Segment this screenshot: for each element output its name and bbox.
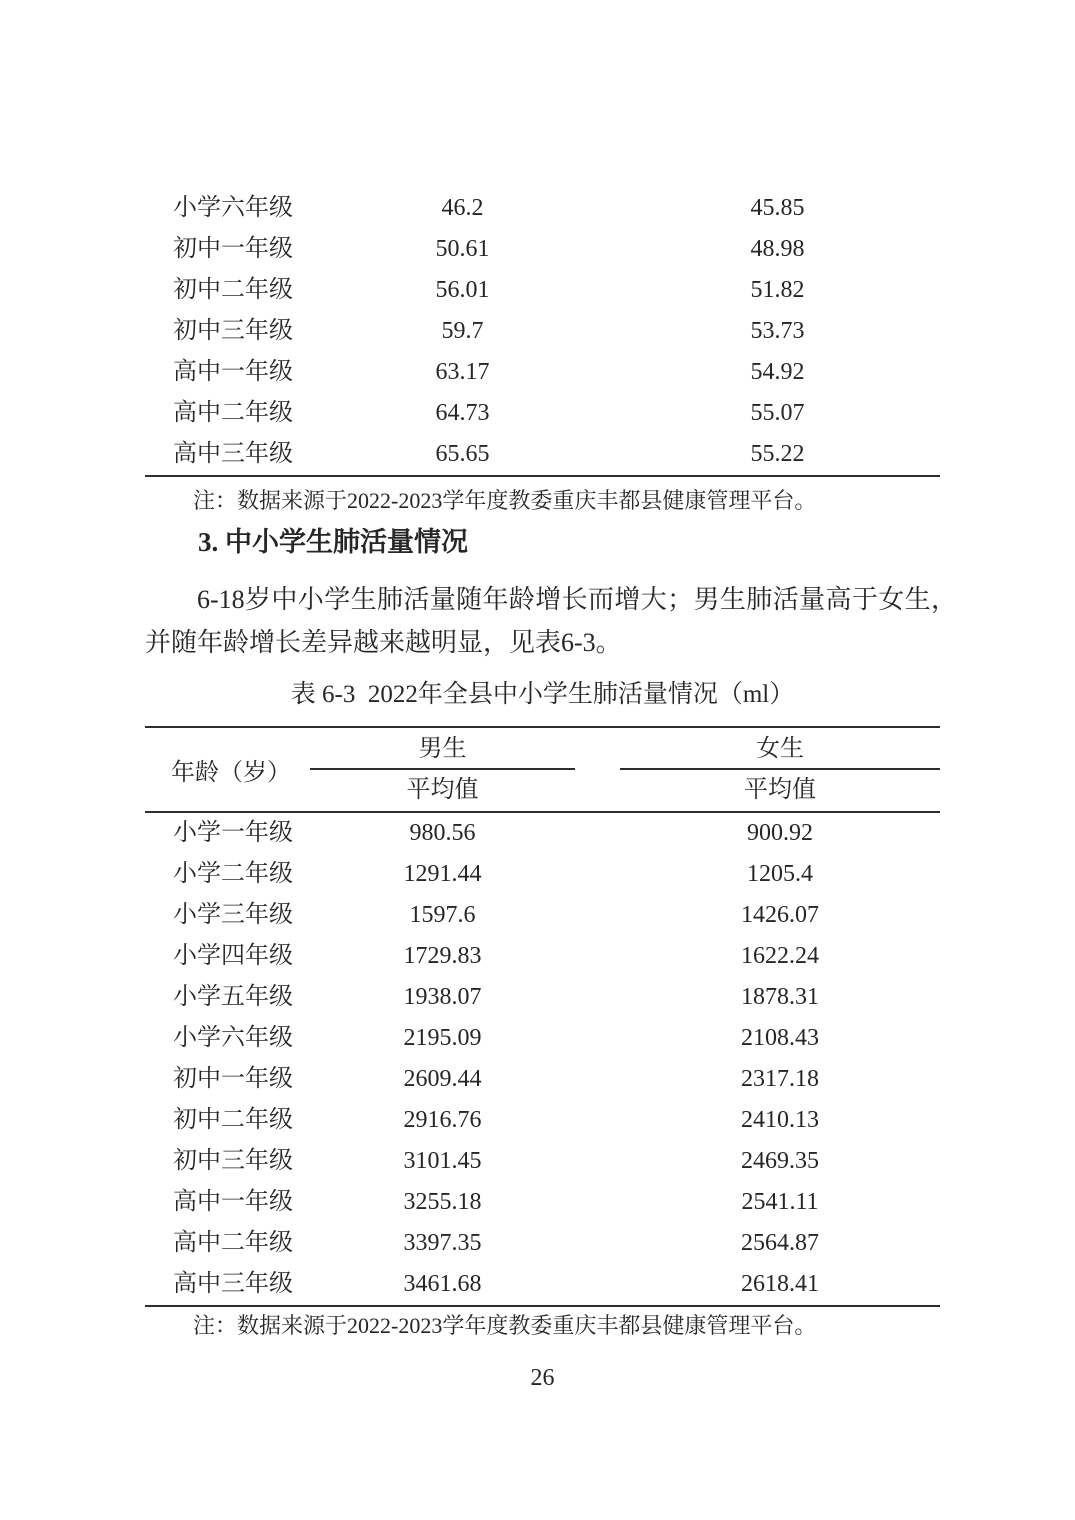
table-caption: 表 6-3 2022年全县中小学生肺活量情况（ml）: [290, 681, 795, 708]
male-value: 2916.76: [403, 1107, 482, 1133]
female-value: 1426.07: [741, 902, 819, 928]
male-value: 50.61: [435, 236, 490, 262]
table-note: 注：数据来源于2022-2023学年度教委重庆丰都县健康管理平台。: [193, 1313, 817, 1338]
grade-cell: 小学二年级: [173, 861, 293, 887]
table-row: [145, 270, 940, 311]
table-row: [145, 393, 940, 434]
table-row: [145, 352, 940, 393]
table-row: [145, 854, 940, 895]
table-row: [145, 1018, 940, 1059]
female-value: 2541.11: [741, 1189, 819, 1215]
table-row: [145, 813, 940, 854]
female-value: 2618.41: [741, 1271, 819, 1297]
table-row: [145, 1059, 940, 1100]
grade-cell: 高中二年级: [173, 400, 293, 426]
male-value: 3461.68: [403, 1271, 482, 1297]
male-avg-subheader: 平均值: [406, 777, 479, 803]
male-value: 63.17: [435, 359, 490, 385]
table-row: [145, 936, 940, 977]
table-row: [145, 895, 940, 936]
table-row: [145, 1141, 940, 1182]
table-header: [145, 728, 940, 813]
male-value: 980.56: [409, 820, 476, 846]
male-value: 59.7: [441, 318, 484, 344]
table-row: [145, 311, 940, 352]
male-value: 1597.6: [409, 902, 476, 928]
male-value: 56.01: [435, 277, 490, 303]
table-row: [145, 188, 940, 229]
table-6-3: [145, 726, 940, 1307]
table-row: [145, 229, 940, 270]
grade-cell: 初中二年级: [173, 1107, 293, 1133]
female-value: 1622.24: [741, 943, 819, 969]
grade-cell: 小学五年级: [173, 984, 293, 1010]
grade-cell: 高中二年级: [173, 1230, 293, 1256]
female-value: 2469.35: [741, 1148, 819, 1174]
female-value: 900.92: [747, 820, 813, 846]
male-value: 1291.44: [403, 861, 482, 887]
page-number: 26: [530, 1365, 555, 1391]
female-value: 1878.31: [741, 984, 819, 1010]
age-column-header: 年龄（岁）: [171, 760, 291, 786]
female-value: 48.98: [750, 236, 805, 262]
grade-cell: 高中三年级: [173, 441, 293, 467]
male-value: 64.73: [435, 400, 490, 426]
male-value: 1938.07: [403, 984, 482, 1010]
female-avg-subheader: 平均值: [744, 777, 816, 803]
male-value: 65.65: [435, 441, 490, 467]
grade-cell: 初中一年级: [173, 236, 293, 262]
female-value: 2317.18: [741, 1066, 819, 1092]
female-column-header: 女生: [620, 728, 940, 770]
male-value: 1729.83: [403, 943, 482, 969]
male-value: 2195.09: [403, 1025, 482, 1051]
female-value: 2108.43: [741, 1025, 819, 1051]
male-value: 3255.18: [403, 1189, 482, 1215]
female-value: 53.73: [750, 318, 805, 344]
section-heading: 3. 中小学生肺活量情况: [198, 527, 468, 557]
header-gap: [575, 728, 620, 770]
table-note: 注：数据来源于2022-2023学年度教委重庆丰都县健康管理平台。: [193, 488, 817, 513]
grade-cell: 高中一年级: [173, 359, 293, 385]
table-row: [145, 434, 940, 475]
table-row: [145, 1223, 940, 1264]
grade-cell: 初中一年级: [173, 1066, 293, 1092]
grade-cell: 小学一年级: [173, 820, 293, 846]
female-value: 45.85: [750, 195, 805, 221]
grade-cell: 小学四年级: [173, 943, 293, 969]
female-value: 2564.87: [741, 1230, 819, 1256]
male-value: 2609.44: [403, 1066, 482, 1092]
grade-cell: 小学六年级: [173, 195, 293, 221]
grade-cell: 初中二年级: [173, 277, 293, 303]
body-paragraph: 6-18岁中小学生肺活量随年龄增长而增大；男生肺活量高于女生，并随年龄增长差异越来越明显，见表6-3。: [145, 585, 957, 657]
table-row: [145, 977, 940, 1018]
grade-cell: 高中三年级: [173, 1271, 293, 1297]
male-value: 3101.45: [403, 1148, 482, 1174]
female-value: 1205.4: [747, 861, 813, 887]
male-column-header: 男生: [310, 728, 575, 770]
table-row: [145, 1100, 940, 1141]
female-value: 54.92: [750, 359, 805, 385]
female-value: 55.22: [750, 441, 805, 467]
grade-cell: 初中三年级: [173, 318, 293, 344]
grade-cell: 小学六年级: [173, 1025, 293, 1051]
grade-cell: 小学三年级: [173, 902, 293, 928]
table-row: [145, 1264, 940, 1305]
table-prev-continued: [145, 188, 940, 477]
female-value: 2410.13: [741, 1107, 819, 1133]
grade-cell: 高中一年级: [173, 1189, 293, 1215]
female-value: 51.82: [750, 277, 805, 303]
male-value: 46.2: [441, 195, 484, 221]
table-row: [145, 1182, 940, 1223]
male-value: 3397.35: [403, 1230, 482, 1256]
female-value: 55.07: [750, 400, 805, 426]
grade-cell: 初中三年级: [173, 1148, 293, 1174]
